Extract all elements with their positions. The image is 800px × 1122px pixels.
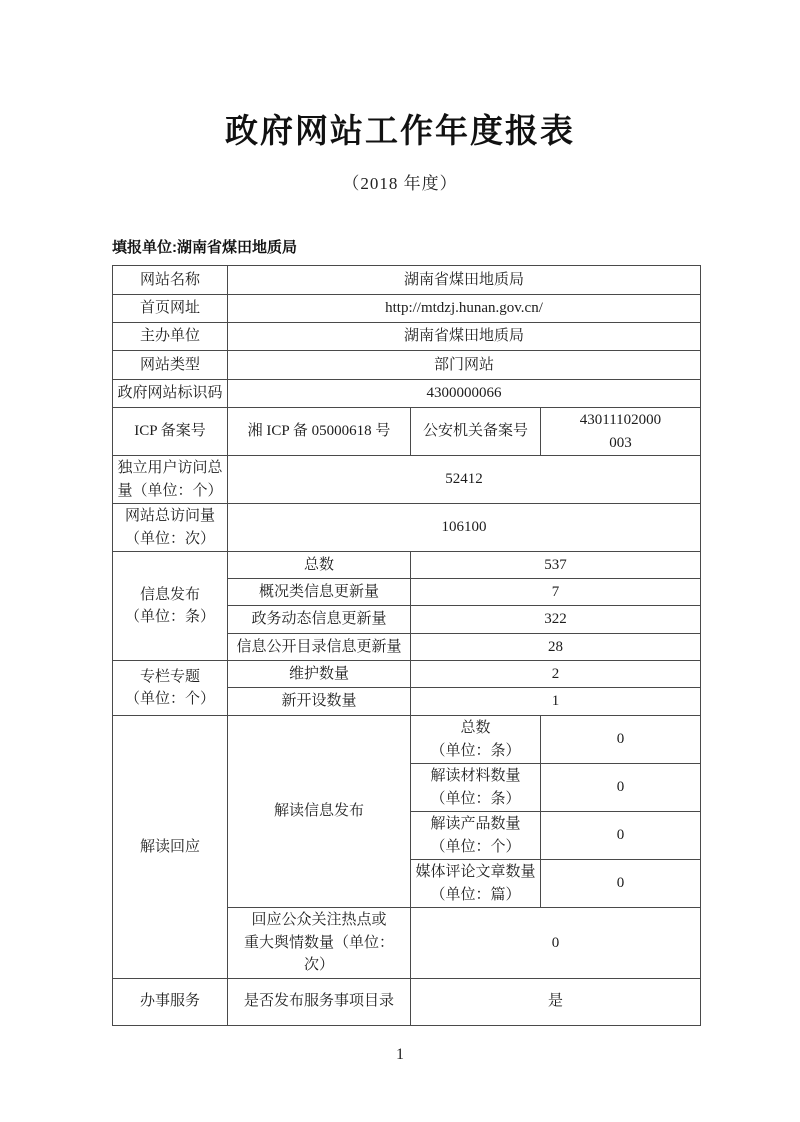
- site-name-label: 网站名称: [113, 266, 228, 295]
- interpretation-product-value: 0: [541, 812, 701, 860]
- page-number: 1: [396, 1046, 404, 1063]
- services-catalog-label: 是否发布服务事项目录: [228, 978, 411, 1025]
- info-publish-total-label: 总数: [228, 552, 411, 579]
- page-subtitle: （2018 年度）: [342, 174, 458, 193]
- services-group-label: 办事服务: [113, 978, 228, 1025]
- info-publish-dynamic-label: 政务动态信息更新量: [228, 606, 411, 634]
- special-columns-maintain-value: 2: [411, 661, 701, 688]
- home-url-row: [113, 295, 701, 323]
- info-publish-overview-value: 7: [411, 579, 701, 606]
- interpretation-total-label: 总数 （单位：条）: [411, 716, 541, 764]
- unique-visitors-row: [113, 456, 701, 504]
- interpretation-material-value: 0: [541, 764, 701, 812]
- interpretation-publish-label: 解读信息发布: [228, 716, 411, 908]
- organizer-row: [113, 323, 701, 351]
- total-visits-row: [113, 504, 701, 552]
- unique-visitors-value: 52412: [228, 456, 701, 504]
- police-filing-label: 公安机关备案号: [411, 408, 541, 456]
- special-columns-group-label: 专栏专题 （单位：个）: [113, 661, 228, 716]
- police-filing-value: 43011102000 003: [541, 408, 701, 456]
- interpretation-media-value: 0: [541, 860, 701, 908]
- info-publish-catalog-label: 信息公开目录信息更新量: [228, 634, 411, 661]
- site-code-label: 政府网站标识码: [113, 380, 228, 408]
- interpretation-group-label: 解读回应: [113, 716, 228, 979]
- services-catalog-row: [113, 978, 701, 1025]
- unique-visitors-label: 独立用户访问总 量（单位：个）: [113, 456, 228, 504]
- hotspot-response-label: 回应公众关注热点或 重大舆情数量（单位： 次）: [228, 908, 411, 979]
- icp-label: ICP 备案号: [113, 408, 228, 456]
- interpretation-material-label: 解读材料数量 （单位：条）: [411, 764, 541, 812]
- interpretation-product-label: 解读产品数量 （单位：个）: [411, 812, 541, 860]
- interpretation-media-label: 媒体评论文章数量 （单位：篇）: [411, 860, 541, 908]
- special-columns-maintain-label: 维护数量: [228, 661, 411, 688]
- annual-report-table: [112, 265, 701, 1026]
- organizer-value: 湖南省煤田地质局: [228, 323, 701, 351]
- organizer-label: 主办单位: [113, 323, 228, 351]
- home-url-value: http://mtdzj.hunan.gov.cn/: [228, 295, 701, 323]
- special-columns-new-value: 1: [411, 688, 701, 716]
- info-publish-overview-label: 概况类信息更新量: [228, 579, 411, 606]
- site-type-value: 部门网站: [228, 351, 701, 380]
- info-publish-dynamic-value: 322: [411, 606, 701, 634]
- info-publish-total-row: [113, 552, 701, 579]
- site-code-row: [113, 380, 701, 408]
- hotspot-response-value: 0: [411, 908, 701, 979]
- site-name-row: [113, 266, 701, 295]
- special-columns-maintain-row: [113, 661, 701, 688]
- icp-value: 湘 ICP 备 05000618 号: [228, 408, 411, 456]
- special-columns-new-label: 新开设数量: [228, 688, 411, 716]
- page-title: 政府网站工作年度报表: [225, 112, 575, 149]
- site-type-label: 网站类型: [113, 351, 228, 380]
- info-publish-catalog-value: 28: [411, 634, 701, 661]
- total-visits-label: 网站总访问量 （单位：次）: [113, 504, 228, 552]
- info-publish-total-value: 537: [411, 552, 701, 579]
- site-type-row: [113, 351, 701, 380]
- reporting-unit-label: 填报单位:湖南省煤田地质局: [112, 239, 297, 256]
- home-url-label: 首页网址: [113, 295, 228, 323]
- interpretation-total-value: 0: [541, 716, 701, 764]
- site-name-value: 湖南省煤田地质局: [228, 266, 701, 295]
- services-catalog-value: 是: [411, 978, 701, 1025]
- icp-row: [113, 408, 701, 456]
- site-code-value: 4300000066: [228, 380, 701, 408]
- interpretation-total-row: [113, 716, 701, 764]
- info-publish-group-label: 信息发布 （单位：条）: [113, 552, 228, 661]
- total-visits-value: 106100: [228, 504, 701, 552]
